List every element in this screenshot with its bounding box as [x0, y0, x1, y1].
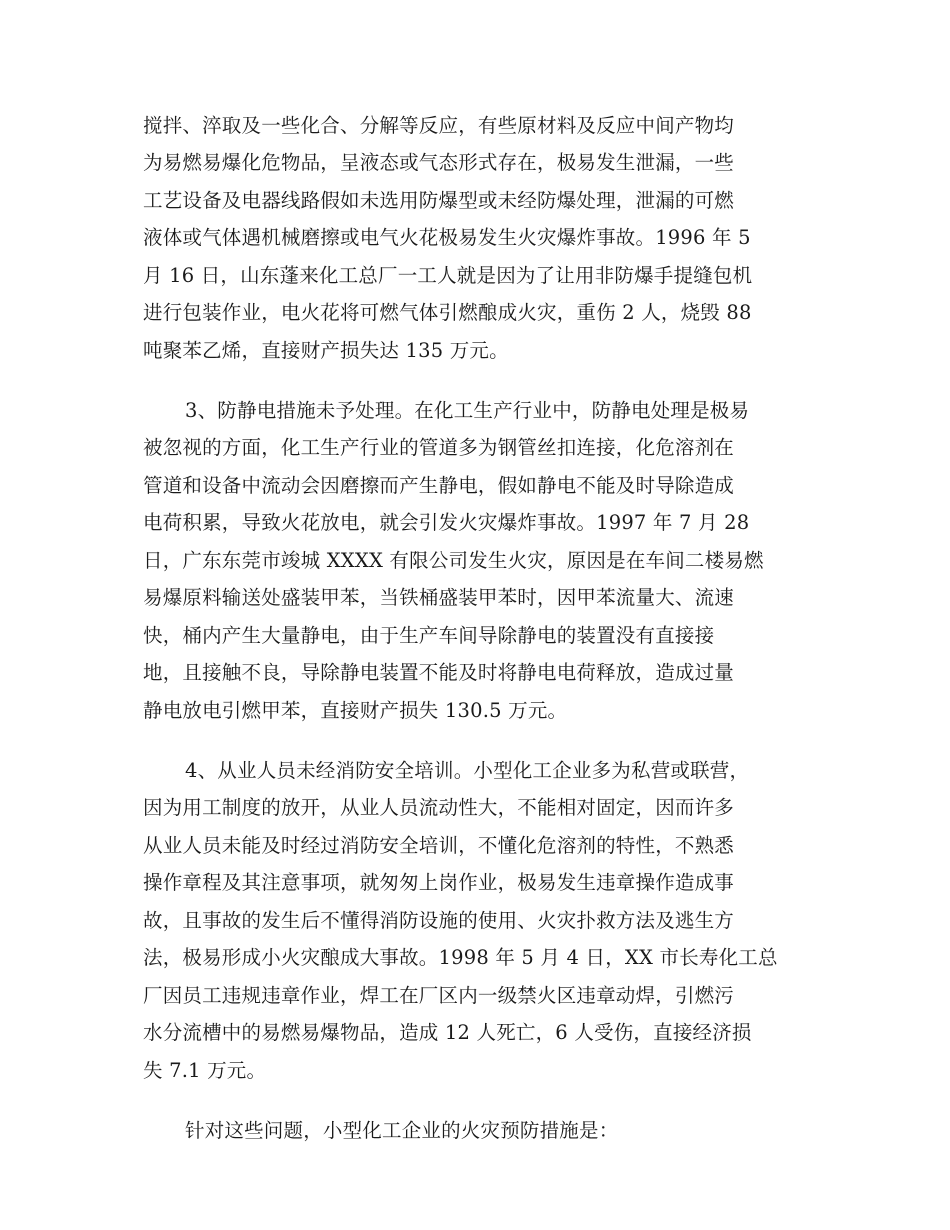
- paragraph-3-line-1: 4、从业人员未经消防安全培训。小型化工企业多为私营或联营，: [185, 759, 750, 782]
- paragraph-3-line-4: 操作章程及其注意事项，就匆匆上岗作业，极易发生违章操作造成事: [143, 871, 735, 894]
- paragraph-2-line-2: 被忽视的方面，化工生产行业的管道多为钢管丝扣连接，化危溶剂在: [143, 436, 735, 459]
- paragraph-2-line-8: 地，且接触不良，导除静电装置不能及时将静电电荷释放，造成过量: [143, 661, 735, 684]
- paragraph-2-line-4: 电荷积累，导致火花放电，就会引发火灾爆炸事故。1997 年 7 月 28: [143, 511, 750, 534]
- paragraph-3-line-7: 厂因员工违规违章作业，焊工在厂区内一级禁火区违章动焊，引燃污: [143, 984, 735, 1007]
- paragraph-2-line-1: 3、防静电措施未予处理。在化工生产行业中，防静电处理是极易: [185, 399, 750, 422]
- paragraph-4-line-1: 针对这些问题，小型化工企业的火灾预防措施是：: [185, 1119, 619, 1142]
- paragraph-3-line-3: 从业人员未能及时经过消防安全培训，不懂化危溶剂的特性，不熟悉: [143, 834, 735, 857]
- paragraph-2-line-6: 易爆原料输送处盛装甲苯，当铁桶盛装甲苯时，因甲苯流量大、流速: [143, 586, 735, 609]
- paragraph-1-line-4: 液体或气体遇机械磨擦或电气火花极易发生火灾爆炸事故。1996 年 5: [143, 226, 751, 249]
- paragraph-2-line-3: 管道和设备中流动会因磨擦而产生静电，假如静电不能及时导除造成: [143, 474, 735, 497]
- paragraph-1-line-7: 吨聚苯乙烯，直接财产损失达 135 万元。: [143, 339, 509, 362]
- paragraph-3-line-2: 因为用工制度的放开，从业人员流动性大，不能相对固定，因而许多: [143, 796, 735, 819]
- paragraph-2-line-5: 日，广东东莞市竣城 XXXX 有限公司发生火灾，原因是在车间二楼易燃: [143, 549, 764, 572]
- paragraph-1-line-3: 工艺设备及电器线路假如未选用防爆型或未经防爆处理，泄漏的可燃: [143, 189, 735, 212]
- paragraph-1-line-6: 进行包装作业，电火花将可燃气体引燃酿成火灾，重伤 2 人，烧毁 88: [143, 301, 752, 324]
- paragraph-3-line-5: 故，且事故的发生后不懂得消防设施的使用、火灾扑救方法及逃生方: [143, 909, 735, 932]
- paragraph-2-line-7: 快，桶内产生大量静电，由于生产车间导除静电的装置没有直接接: [143, 624, 715, 647]
- paragraph-1-line-2: 为易燃易爆化危物品，呈液态或气态形式存在，极易发生泄漏，一些: [143, 151, 735, 174]
- paragraph-1-line-1: 搅拌、淬取及一些化合、分解等反应，有些原材料及反应中间产物均: [143, 114, 735, 137]
- paragraph-1-line-5: 月 16 日，山东蓬来化工总厂一工人就是因为了让用非防爆手提缝包机: [143, 264, 753, 287]
- paragraph-3-line-9: 失 7.1 万元。: [143, 1059, 267, 1082]
- paragraph-3-line-6: 法，极易形成小火灾酿成大事故。1998 年 5 月 4 日，XX 市长寿化工总: [143, 946, 778, 969]
- paragraph-3-line-8: 水分流槽中的易燃易爆物品，造成 12 人死亡，6 人受伤，直接经济损: [143, 1021, 752, 1044]
- paragraph-2-line-9: 静电放电引燃甲苯，直接财产损失 130.5 万元。: [143, 699, 568, 722]
